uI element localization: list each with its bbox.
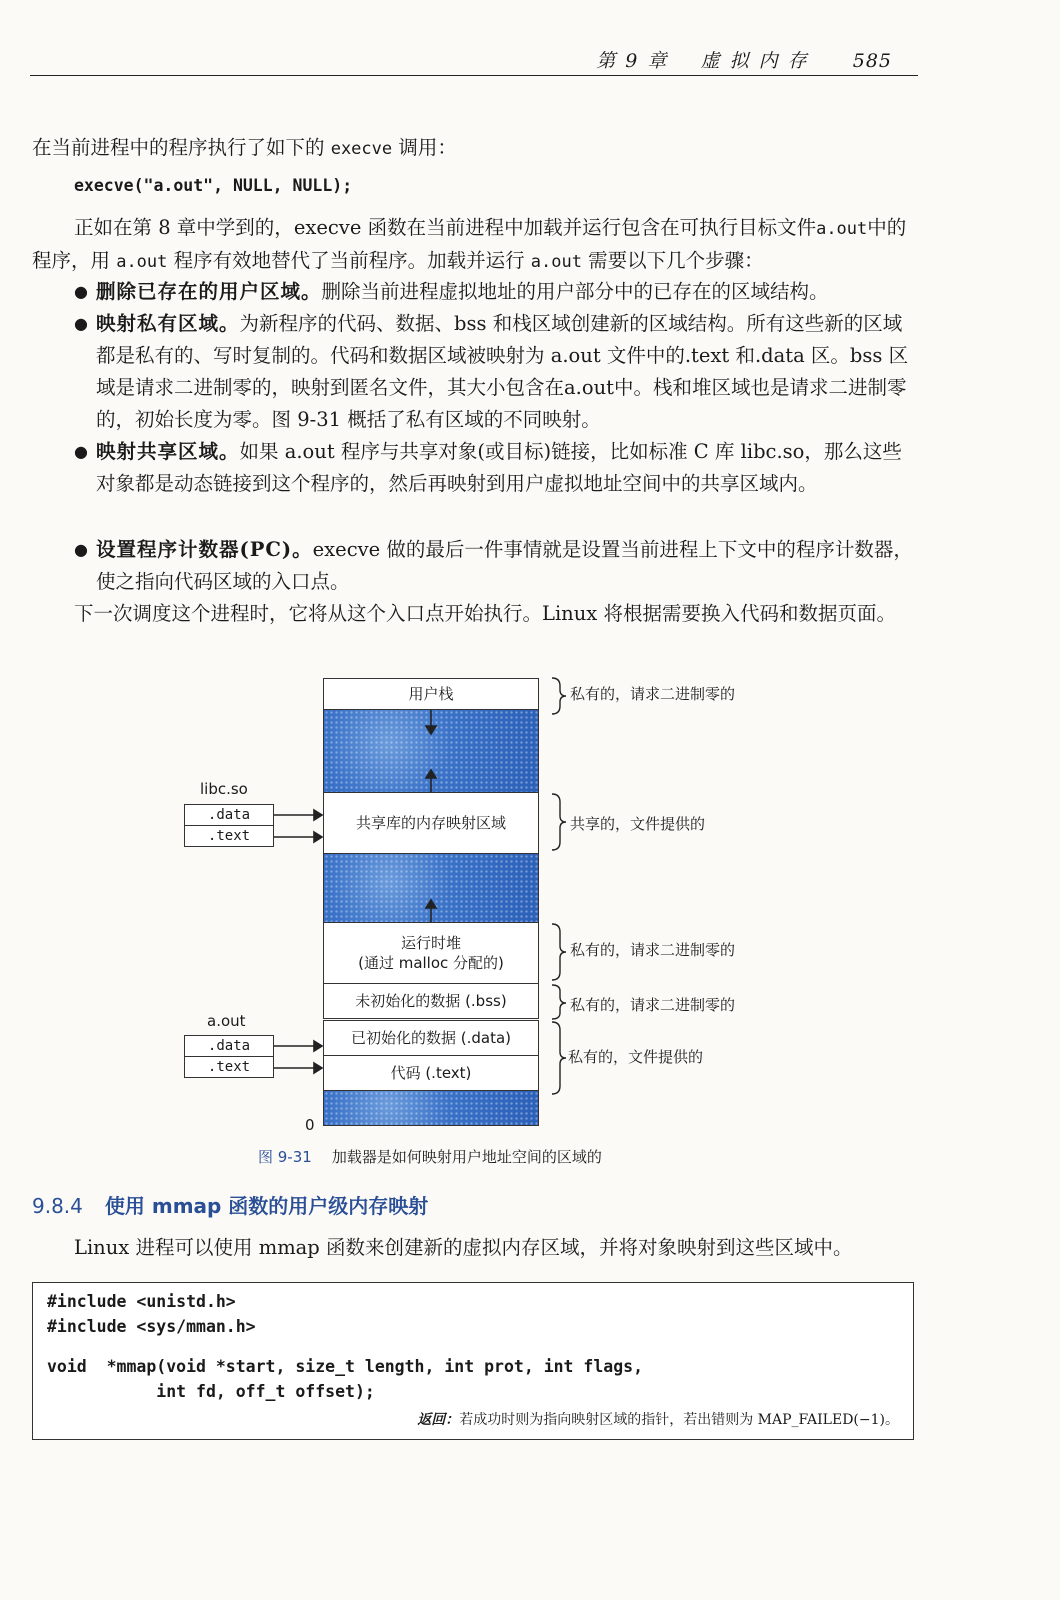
section-title: 使用 mmap 函数的用户级内存映射	[104, 1194, 429, 1218]
para2-code4: a.out	[530, 252, 582, 272]
code-include-2: #include <sys/mman.h>	[47, 1317, 256, 1336]
libc-label: libc.so	[200, 780, 248, 798]
para2-code3: a.out	[116, 252, 168, 272]
code-include-1: #include <unistd.h>	[47, 1292, 236, 1311]
section-heading	[32, 1190, 428, 1219]
bullet-item	[74, 436, 918, 500]
aout-label: a.out	[207, 1012, 246, 1030]
bullet-text: 如果 a.out 程序与共享对象(或目标)链接，比如标准 C 库 libc.so，那么这些对象都是动态链接到这个程序的，然后再映射到用户虚拟地址空间中的共享区域内。	[96, 440, 902, 495]
figure-9-31	[0, 670, 1060, 1140]
execve-call: execve("a.out", NULL, NULL);	[74, 176, 353, 195]
bullet-dot-icon: ●	[74, 314, 88, 333]
bullet-dot-icon: ●	[74, 442, 88, 461]
brace-label-stack: 私有的，请求二进制零的	[570, 685, 736, 703]
intro-text-a: 在当前进程中的程序执行了如下的	[32, 136, 331, 159]
bullet-dot-icon: ●	[74, 540, 88, 559]
bullet-title: 映射私有区域。	[96, 312, 240, 335]
para2-b: 函数在当前进程中加载并运行包含在可执行目标文件	[361, 216, 817, 239]
shared-lib-block: 共享库的内存映射区域	[323, 792, 539, 854]
return-label: 返回：	[417, 1412, 460, 1428]
heap-line2: (通过 malloc 分配的)	[358, 954, 504, 972]
bullet-item	[74, 534, 918, 598]
libc-text-section: .text	[184, 825, 274, 847]
user-stack-block: 用户栈	[323, 678, 539, 710]
intro-code: execve	[330, 139, 393, 159]
brace-label-data-text: 私有的，文件提供的	[568, 1048, 704, 1066]
intro-line	[32, 132, 918, 165]
bullet-text: execve 做的最后一件事情就是设置当前进程上下文中的程序计数器，使之指向代码区域的入口点。	[96, 538, 913, 593]
caption-number: 图 9-31	[258, 1148, 312, 1166]
libc-data-section: .data	[184, 804, 274, 826]
paragraph-after: 下一次调度这个进程时，它将从这个入口点开始执行。Linux 将根据需要换入代码和数据页面。	[74, 602, 896, 625]
para2-e: 需要以下几个步骤：	[581, 249, 764, 272]
return-description	[417, 1409, 899, 1429]
bullet-text: 为新程序的代码、数据、bss 和栈区域创建新的区域结构。所有这些新的区域都是私有的、写时复制的。代码和数据区域被映射为 a.out 文件中的.text 和.data 区。bss 区域是请求二进制零的，映射到匿名文件，其大小包含在a.out中。栈和堆区域也是请求二进制零的，初始长度为零。图 9-31 概括了私有区域的不同映射。	[96, 312, 909, 431]
page-header	[30, 44, 918, 76]
para2-d: 程序有效地替代了当前程序。加载并运行	[167, 249, 531, 272]
header-text	[596, 46, 892, 73]
para2-c: 中的程序，用	[32, 216, 907, 272]
intro-text-b: 调用：	[392, 136, 457, 159]
section-intro: Linux 进程可以使用 mmap 函数来创建新的虚拟内存区域，并将对象映射到这些区域中。	[74, 1236, 853, 1259]
paragraph-execve	[32, 212, 918, 278]
bullet-title: 映射共享区域。	[96, 440, 240, 463]
para2-code2: a.out	[816, 219, 868, 239]
aout-text-section: .text	[184, 1056, 274, 1078]
bullet-title: 删除已存在的用户区域。	[96, 280, 322, 303]
caption-text: 加载器是如何映射用户地址空间的区域的	[331, 1148, 602, 1166]
bullet-item	[74, 308, 918, 436]
bullet-text: 删除当前进程虚拟地址的用户部分中的已存在的区域结构。	[321, 280, 829, 303]
brace-label-bss: 私有的，请求二进制零的	[570, 996, 736, 1014]
bullet-title: 设置程序计数器(PC)。	[96, 538, 313, 561]
brace-label-heap: 私有的，请求二进制零的	[570, 941, 736, 959]
section-number: 9.8.4	[32, 1194, 83, 1218]
code-prototype-2: int fd, off_t offset);	[47, 1382, 375, 1401]
header-chapter: 第 9 章	[596, 50, 669, 72]
code-box	[32, 1282, 914, 1440]
code-prototype-1: void *mmap(void *start, size_t length, int prot, int flags,	[47, 1357, 644, 1376]
bullet-item	[74, 276, 918, 308]
bss-block: 未初始化的数据 (.bss)	[323, 983, 539, 1019]
aout-data-section: .data	[184, 1035, 274, 1057]
para2-a: 正如在第 8 章中学到的，	[74, 216, 294, 239]
address-zero: 0	[305, 1116, 315, 1134]
header-title: 虚 拟 内 存	[700, 50, 809, 72]
brace-label-shared: 共享的，文件提供的	[570, 815, 706, 833]
heap-line1: 运行时堆	[400, 934, 461, 952]
diagram-arrows	[0, 670, 1060, 1140]
return-text: 若成功时则为指向映射区域的指针，若出错则为 MAP_FAILED(−1)。	[459, 1412, 899, 1428]
text-block: 代码 (.text)	[323, 1055, 539, 1091]
figure-caption	[258, 1146, 602, 1167]
data-block: 已初始化的数据 (.data)	[323, 1020, 539, 1056]
bullet-dot-icon: ●	[74, 282, 88, 301]
page-number: 585	[852, 50, 892, 72]
para2-code1: execve	[293, 216, 362, 239]
